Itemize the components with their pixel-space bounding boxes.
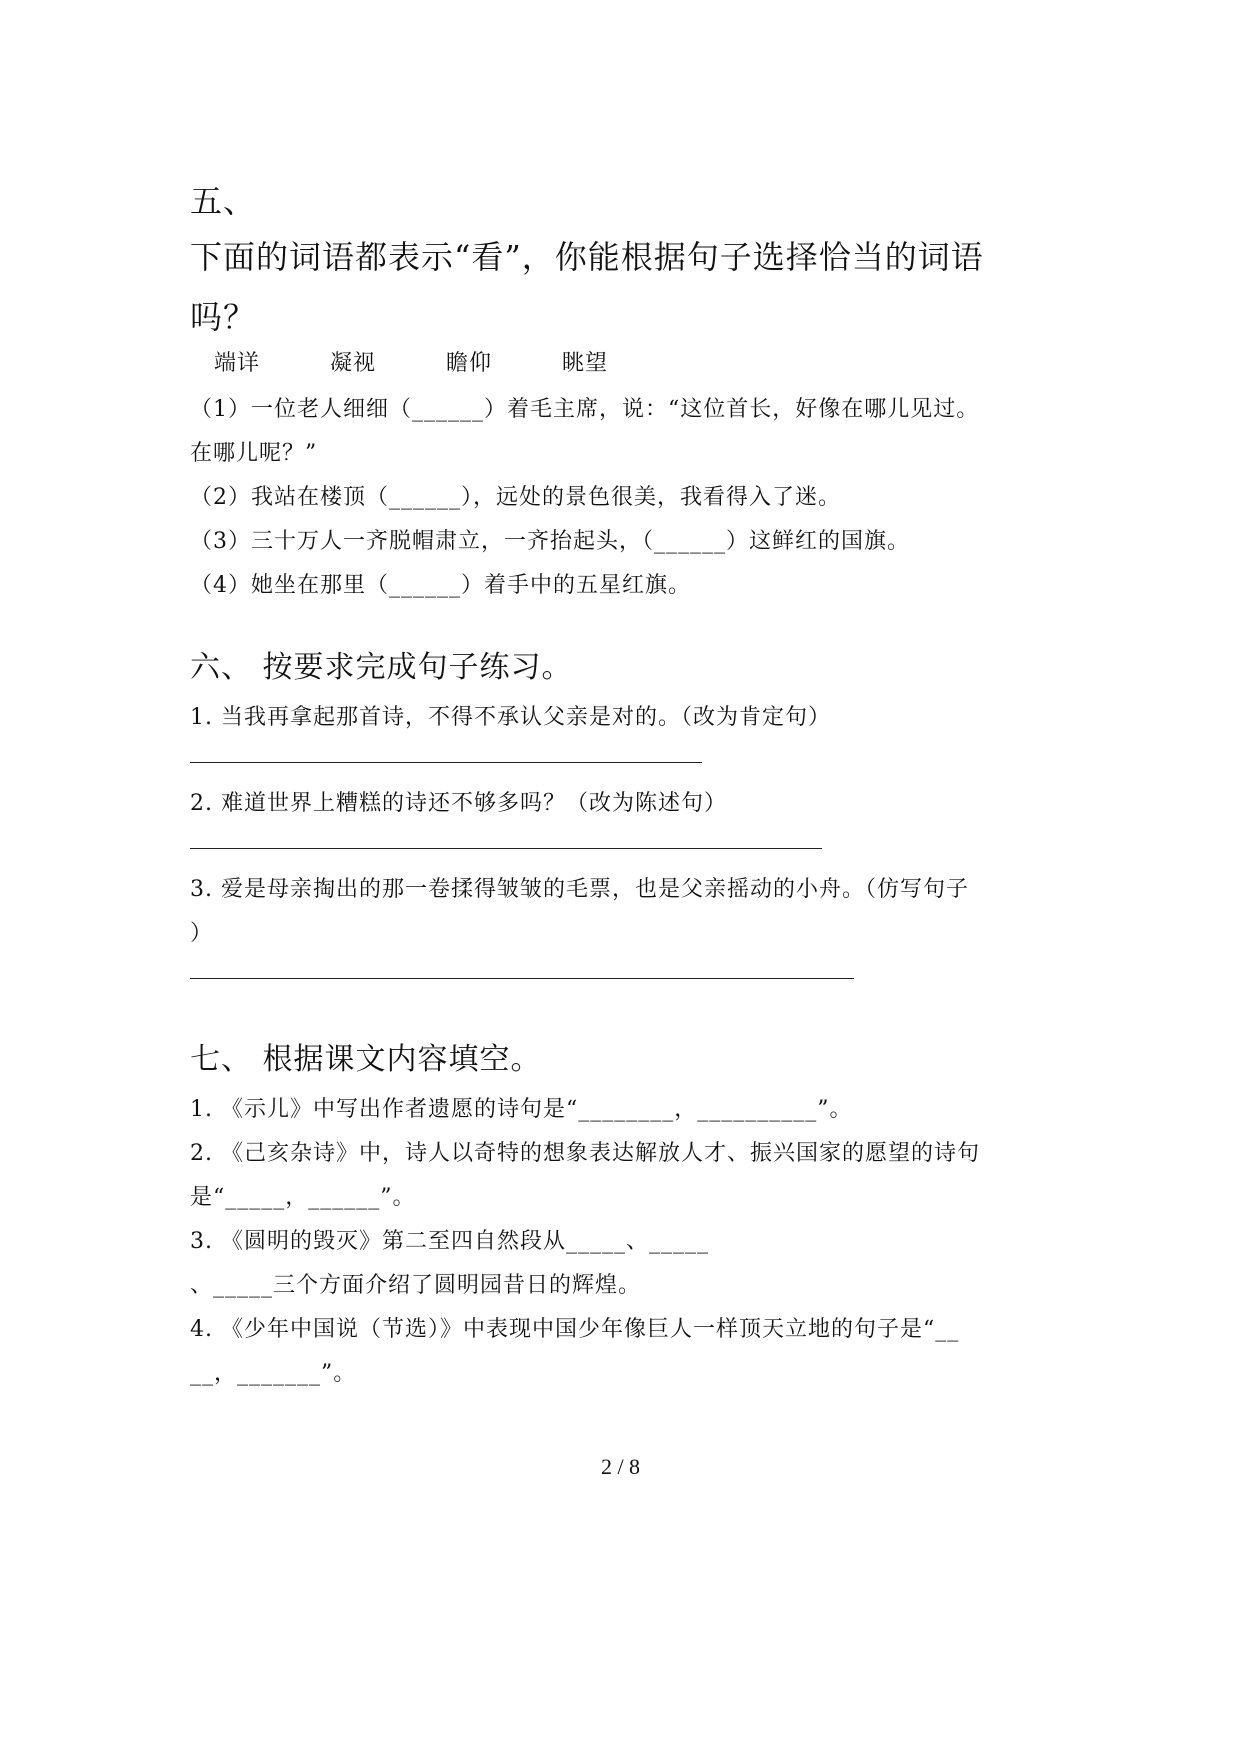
section-5-title-line2: 吗？ (190, 298, 257, 336)
section-7-title: 七、 根据课文内容填空。 (190, 1042, 542, 1077)
s6-question-1: 1. 当我再拿起那首诗，不得不承认父亲是对的。（改为肯定句） (190, 705, 831, 730)
s7-question-1: 1. 《示儿》中写出作者遗愿的诗句是“________，__________”。 (190, 1097, 853, 1122)
section-6-title: 六、 按要求完成句子练习。 (190, 650, 573, 685)
s7-question-4-line1: 4. 《少年中国说（节选）》中表现中国少年像巨人一样顶天立地的句子是“__ (190, 1317, 960, 1342)
answer-line (190, 848, 822, 849)
s6-question-3-line2: ） (190, 921, 214, 946)
section-5-title-line1: 下面的词语都表示“看”，你能根据句子选择恰当的词语 (190, 238, 984, 276)
s7-question-4-line2: __，_______”。 (190, 1361, 357, 1386)
s7-question-3-line1: 3. 《圆明的毁灭》第二至四自然段从_____、_____ (190, 1229, 709, 1254)
word-bank-item: 瞻仰 (446, 351, 493, 376)
s5-question-3: （3）三十万人一齐脱帽肃立，一齐抬起头，（______）这鲜红的国旗。 (190, 529, 910, 554)
page-number: 2 / 8 (600, 1454, 641, 1479)
s5-question-4: （4）她坐在那里（______）着手中的五星红旗。 (190, 573, 691, 598)
word-bank-item: 眺望 (562, 351, 609, 376)
s7-question-2-line1: 2. 《己亥杂诗》中，诗人以奇特的想象表达解放人才、振兴国家的愿望的诗句 (190, 1141, 980, 1166)
s6-question-3-line1: 3. 爱是母亲掏出的那一卷揉得皱皱的毛票，也是父亲摇动的小舟。（仿写句子 (190, 877, 969, 902)
word-bank (214, 346, 670, 377)
answer-line (190, 762, 702, 763)
s5-question-1-line2: 在哪儿呢？” (190, 441, 318, 466)
section-5-number: 五、 (190, 182, 257, 220)
s7-question-2-line2: 是“_____，______”。 (190, 1185, 416, 1210)
answer-line (190, 978, 854, 979)
s5-question-1-line1: （1）一位老人细细（______）着毛主席，说：“这位首长，好像在哪儿见过。 (190, 397, 980, 422)
word-bank-item: 端详 (214, 351, 261, 376)
s7-question-3-line2: 、_____三个方面介绍了圆明园昔日的辉煌。 (190, 1273, 642, 1298)
word-bank-item: 凝视 (330, 351, 377, 376)
s5-question-2: （2）我站在楼顶（______），远处的景色很美，我看得入了迷。 (190, 485, 841, 510)
s6-question-2: 2. 难道世界上糟糕的诗还不够多吗？（改为陈述句） (190, 791, 727, 816)
